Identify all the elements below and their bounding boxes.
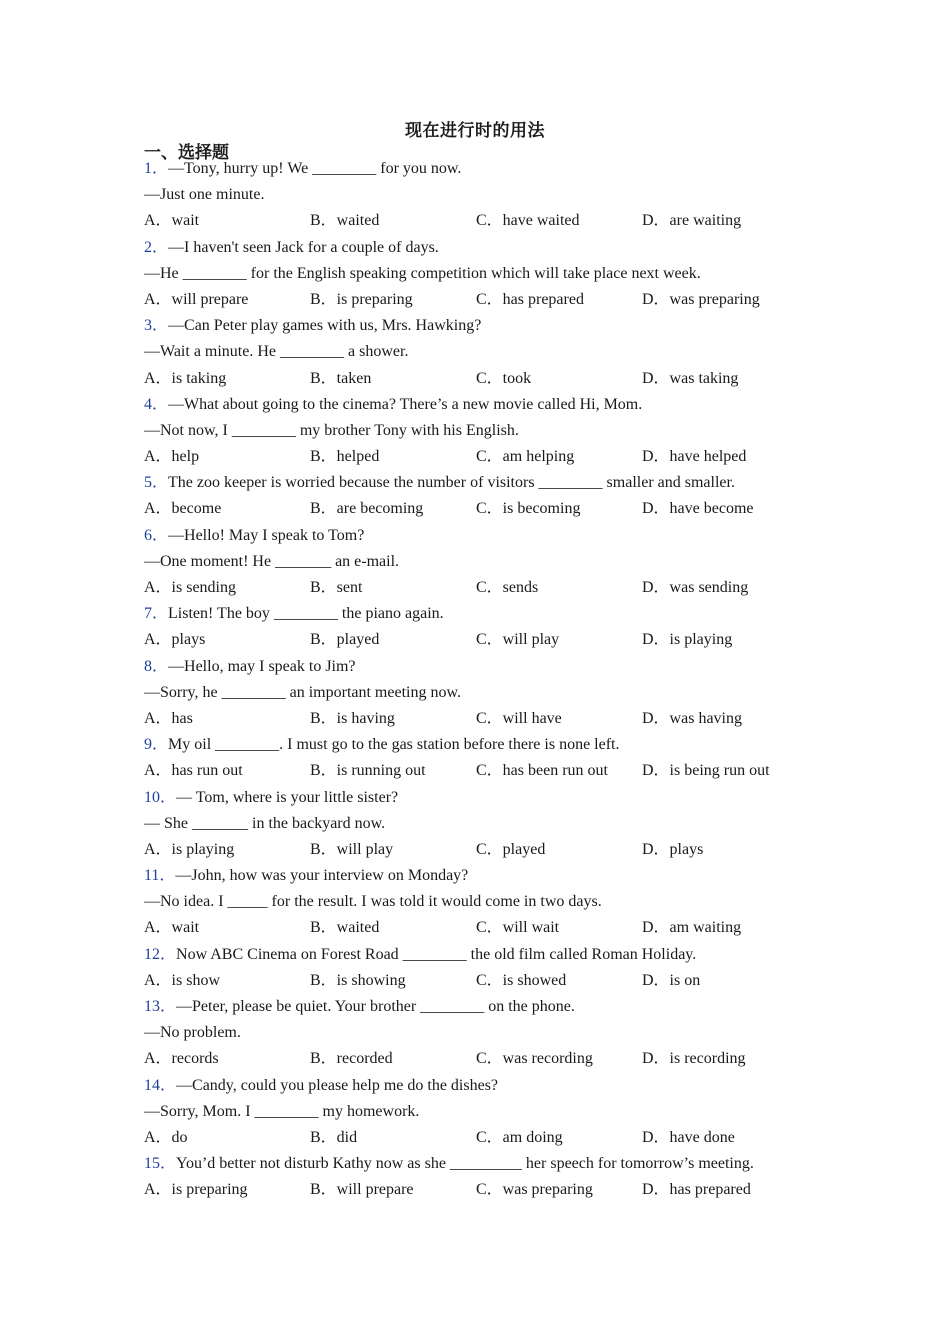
option-a[interactable]: A．records: [144, 1050, 219, 1068]
question-2: [144, 235, 804, 314]
option-b[interactable]: B．is showing: [310, 971, 406, 989]
option-a[interactable]: A．wait: [144, 212, 200, 230]
question-text: —Candy, could you please help me do the dishes?: [176, 1076, 499, 1094]
question-text: — Tom, where is your little sister?: [176, 788, 399, 806]
question-line: [144, 339, 804, 365]
question-9: [144, 732, 804, 784]
question-number: 11．: [144, 867, 176, 885]
question-text: My oil ________. I must go to the gas station before there is none left.: [168, 736, 620, 754]
answer-options: [144, 208, 804, 234]
question-text: The zoo keeper is worried because the number of visitors ________ smaller and smaller.: [168, 474, 735, 492]
question-stem: [144, 1073, 804, 1099]
question-line: [144, 261, 804, 287]
question-number: 3．: [144, 317, 169, 335]
answer-options: [144, 366, 804, 392]
option-b[interactable]: B．played: [310, 631, 380, 649]
option-a[interactable]: A．is playing: [144, 840, 235, 858]
option-b[interactable]: B．is having: [310, 709, 395, 727]
option-d[interactable]: D．was sending: [642, 579, 749, 596]
option-c[interactable]: C．have waited: [476, 212, 580, 230]
question-8: [144, 654, 804, 733]
question-number: 8．: [144, 657, 169, 675]
option-b[interactable]: B．taken: [310, 369, 372, 387]
question-stem: [144, 470, 804, 496]
question-14: [144, 1073, 804, 1152]
option-c[interactable]: C．is becoming: [476, 500, 581, 518]
option-a[interactable]: A．is taking: [144, 369, 227, 387]
question-6: [144, 523, 804, 602]
answer-options: [144, 287, 804, 313]
question-stem: [144, 235, 804, 261]
question-text: —No problem.: [144, 1024, 241, 1042]
option-c[interactable]: C．will wait: [476, 919, 560, 937]
question-text: —Wait a minute. He ________ a shower.: [144, 343, 409, 361]
section-heading: 一、选择题: [144, 143, 229, 163]
option-a[interactable]: A．become: [144, 500, 222, 518]
option-c[interactable]: C．was recording: [476, 1050, 593, 1068]
question-line: [144, 1099, 804, 1125]
question-number: 6．: [144, 526, 169, 544]
answer-options: [144, 1046, 804, 1072]
option-d[interactable]: D．is playing: [642, 631, 733, 649]
option-b[interactable]: B．sent: [310, 579, 363, 596]
option-d[interactable]: D．is on: [642, 971, 701, 989]
question-text: —Hello, may I speak to Jim?: [168, 657, 356, 675]
question-7: [144, 601, 804, 653]
question-line: [144, 418, 804, 444]
option-d[interactable]: D．was having: [642, 709, 742, 727]
option-c[interactable]: C．took: [476, 369, 532, 387]
question-number: 5．: [144, 474, 169, 492]
question-text: —Not now, I ________ my brother Tony with his English.: [144, 421, 519, 439]
option-d[interactable]: D．have helped: [642, 448, 747, 466]
option-b[interactable]: B．helped: [310, 448, 380, 466]
question-text: —Sorry, he ________ an important meeting now.: [144, 683, 461, 701]
question-stem: [144, 1151, 804, 1177]
option-d[interactable]: D．plays: [642, 840, 704, 858]
question-stem: [144, 313, 804, 339]
answer-options: [144, 627, 804, 653]
option-d[interactable]: D．are waiting: [642, 212, 742, 230]
question-text: —Can Peter play games with us, Mrs. Hawking?: [168, 317, 482, 335]
question-11: [144, 863, 804, 942]
option-a[interactable]: A．plays: [144, 631, 206, 649]
question-stem: [144, 156, 804, 182]
question-text: —John, how was your interview on Monday?: [175, 867, 469, 885]
option-c[interactable]: C．has prepared: [476, 290, 584, 308]
answer-options: [144, 496, 804, 522]
option-b[interactable]: B．is running out: [310, 762, 426, 780]
question-text: —What about going to the cinema? There’s a new movie called Hi, Mom.: [168, 395, 643, 413]
question-text: Now ABC Cinema on Forest Road ________ the old film called Roman Holiday.: [176, 945, 697, 963]
option-d[interactable]: D．is being run out: [642, 762, 770, 780]
question-3: [144, 313, 804, 392]
question-line: [144, 889, 804, 915]
option-c[interactable]: C．was preparing: [476, 1181, 593, 1199]
option-d[interactable]: D．has prepared: [642, 1181, 751, 1199]
question-stem: [144, 732, 804, 758]
question-text: —Just one minute.: [144, 186, 265, 204]
option-b[interactable]: B．recorded: [310, 1050, 393, 1068]
option-b[interactable]: B．did: [310, 1128, 358, 1146]
question-line: [144, 182, 804, 208]
option-c[interactable]: C．has been run out: [476, 762, 608, 780]
question-text: —I haven't seen Jack for a couple of days.: [168, 238, 439, 256]
question-stem: [144, 523, 804, 549]
option-d[interactable]: D．is recording: [642, 1050, 746, 1068]
question-number: 9．: [144, 736, 169, 754]
question-number: 4．: [144, 395, 169, 413]
answer-options: [144, 575, 804, 601]
question-text: —Sorry, Mom. I ________ my homework.: [144, 1102, 420, 1120]
question-line: [144, 549, 804, 575]
option-d[interactable]: D．have done: [642, 1128, 735, 1146]
option-b[interactable]: B．will play: [310, 840, 394, 858]
question-number: 10．: [144, 788, 177, 806]
option-a[interactable]: A．is show: [144, 971, 221, 989]
question-stem: [144, 785, 804, 811]
question-number: 2．: [144, 238, 169, 256]
option-a[interactable]: A．wait: [144, 919, 200, 937]
question-5: [144, 470, 804, 522]
question-1: [144, 156, 804, 235]
question-10: [144, 785, 804, 864]
question-text: — She _______ in the backyard now.: [144, 814, 386, 832]
option-b[interactable]: B．will prepare: [310, 1181, 414, 1199]
question-number: 15．: [144, 1155, 177, 1173]
option-c[interactable]: C．am helping: [476, 448, 575, 466]
question-text: You’d better not disturb Kathy now as she _________ her speech for tomorrow’s meeting.: [176, 1155, 754, 1173]
option-b[interactable]: B．waited: [310, 919, 380, 937]
option-c[interactable]: C．will have: [476, 709, 562, 727]
option-d[interactable]: D．am waiting: [642, 919, 742, 937]
question-text: —He ________ for the English speaking competition which will take place next week.: [144, 264, 701, 282]
option-c[interactable]: C．sends: [476, 579, 539, 596]
option-a[interactable]: A．do: [144, 1128, 188, 1146]
answer-options: [144, 837, 804, 863]
question-number: 14．: [144, 1076, 177, 1094]
question-stem: [144, 942, 804, 968]
page-title: 现在进行时的用法: [405, 121, 545, 141]
answer-options: [144, 706, 804, 732]
question-text: —Tony, hurry up! We ________ for you now.: [168, 160, 462, 177]
option-b[interactable]: B．are becoming: [310, 500, 424, 518]
option-c[interactable]: C．will play: [476, 631, 560, 649]
option-a[interactable]: A．will prepare: [144, 290, 249, 308]
option-d[interactable]: D．was taking: [642, 369, 739, 387]
question-stem: [144, 863, 804, 889]
answer-options: [144, 444, 804, 470]
question-number: 12．: [144, 945, 177, 963]
question-stem: [144, 392, 804, 418]
question-line: [144, 680, 804, 706]
question-stem: [144, 601, 804, 627]
question-text: —One moment! He _______ an e-mail.: [144, 552, 400, 570]
option-a[interactable]: A．has: [144, 709, 193, 727]
option-a[interactable]: A．has run out: [144, 762, 243, 780]
option-b[interactable]: B．waited: [310, 212, 380, 230]
question-text: —Peter, please be quiet. Your brother ________ on the phone.: [176, 998, 575, 1015]
option-a[interactable]: A．help: [144, 448, 200, 466]
question-13: [144, 994, 804, 1073]
question-stem: [144, 994, 804, 1020]
answer-options: [144, 1125, 804, 1151]
answer-options: [144, 1177, 804, 1203]
question-text: —No idea. I _____ for the result. I was told it would come in two days.: [144, 893, 602, 911]
question-line: [144, 811, 804, 837]
answer-options: [144, 915, 804, 941]
option-d[interactable]: D．have become: [642, 500, 754, 518]
answer-options: [144, 968, 804, 994]
question-list: [144, 156, 804, 1204]
question-text: —Hello! May I speak to Tom?: [168, 526, 365, 544]
question-12: [144, 942, 804, 994]
question-number: 1．: [144, 160, 169, 177]
option-c[interactable]: C．am doing: [476, 1128, 563, 1146]
question-stem: [144, 654, 804, 680]
question-line: [144, 1020, 804, 1046]
question-number: 13．: [144, 998, 177, 1015]
option-a[interactable]: A．is sending: [144, 579, 237, 596]
option-d[interactable]: D．was preparing: [642, 290, 760, 308]
question-4: [144, 392, 804, 471]
option-c[interactable]: C．is showed: [476, 971, 567, 989]
answer-options: [144, 758, 804, 784]
question-text: Listen! The boy ________ the piano again.: [168, 605, 444, 623]
option-c[interactable]: C．played: [476, 840, 546, 858]
option-a[interactable]: A．is preparing: [144, 1181, 248, 1199]
question-15: [144, 1151, 804, 1203]
question-number: 7．: [144, 605, 169, 623]
option-b[interactable]: B．is preparing: [310, 290, 413, 308]
